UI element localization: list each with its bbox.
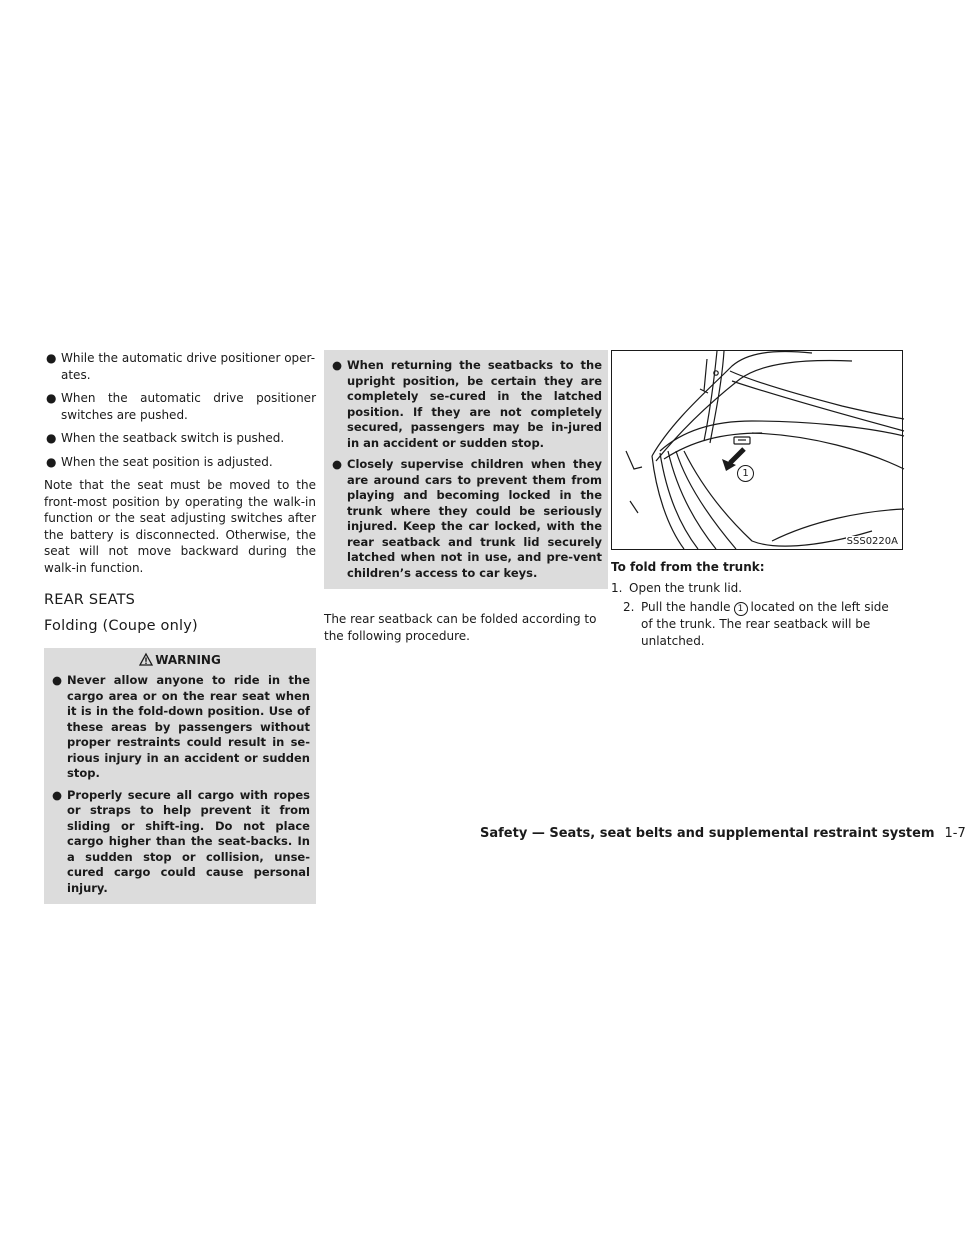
warning-item [50,788,310,897]
procedure-step [611,599,903,649]
warning-item [50,673,310,782]
figure-code: SSS0220A [846,536,898,547]
step-number: 2. [623,600,635,614]
bullet-icon: ● [52,787,63,802]
bullet-text: While the automatic drive positioner oper-ates. [61,351,316,382]
bullet-icon: ● [46,431,57,445]
bullet-item [44,390,316,423]
trunk-line-drawing [612,351,902,549]
trunk-illustration [611,350,903,550]
subsection-title: Folding (Coupe only) [44,618,198,634]
bullet-text: When the automatic drive positioner switches are pushed. [61,391,316,422]
section-title: REAR SEATS [44,592,136,608]
warning-text: Never allow anyone to ride in the cargo area or on the rear seat when it is in the fold-down position. Use of these areas by passengers without proper restraints could result in se-rious injury in an accident or sudden stop. [67,673,310,780]
page-number: 1-7 [944,826,966,841]
column-left [44,350,316,904]
column-right [611,350,903,649]
bullet-icon: ● [46,351,57,365]
bullet-item [44,350,316,383]
column-middle [324,350,608,644]
procedure-step [611,580,903,597]
bullet-text: When the seat position is adjusted. [61,454,273,469]
warning-item [330,358,602,451]
warning-header [50,653,310,667]
procedure-intro: The rear seatback can be folded according to the following procedure. [324,612,597,643]
warning-triangle-icon [139,653,153,666]
step-number: 1. [611,580,623,595]
warning-label: WARNING [155,653,221,667]
bullet-icon: ● [46,454,57,469]
callout-number-icon: 1 [734,602,748,616]
bullet-text: When the seatback switch is pushed. [61,431,285,445]
warning-text: When returning the seatbacks to the upright position, be certain they are completely se-cured in the latched position. If they are not completely secured, passengers may be in-jured in an accident or sudden stop. [347,358,602,450]
warning-box [44,648,316,904]
warning-box-continued [324,350,608,589]
step-text-start: Pull the handle [641,600,731,614]
bullet-icon: ● [332,457,343,471]
figure-callout: 1 [737,465,754,482]
bullet-icon: ● [52,673,63,687]
page-footer [480,826,966,841]
note-paragraph: Note that the seat must be moved to the front-most position by operating the walk-in function or the seat adjusting switches after the battery is disconnected. Otherwise, the seat will not move backward during the walk-in function. [44,478,316,575]
footer-title: Safety — Seats, seat belts and supplemental restraint system [480,826,935,841]
bullet-icon: ● [46,391,57,405]
bullet-item [44,454,316,471]
procedure-heading: To fold from the trunk: [611,560,765,574]
step-text-end: located on the left side of the trunk. The rear seatback will be unlatched. [641,600,889,648]
bullet-item [44,430,316,447]
step-text: Open the trunk lid. [629,580,743,595]
warning-item [330,457,602,581]
bullet-icon: ● [332,358,343,372]
warning-text: Closely supervise children when they are around cars to prevent them from playing and becoming locked in the trunk where they could be seriously injured. Keep the car locked, with the rear seatback and trunk lid securely latched when not in use, and pre-vent children’s access to car keys. [347,457,602,580]
warning-text: Properly secure all cargo with ropes or straps to help prevent it from sliding or shift-ing. Do not place cargo higher than the seat-backs. In a sudden stop or collision, unse-cured cargo could cause personal injury. [67,787,310,895]
